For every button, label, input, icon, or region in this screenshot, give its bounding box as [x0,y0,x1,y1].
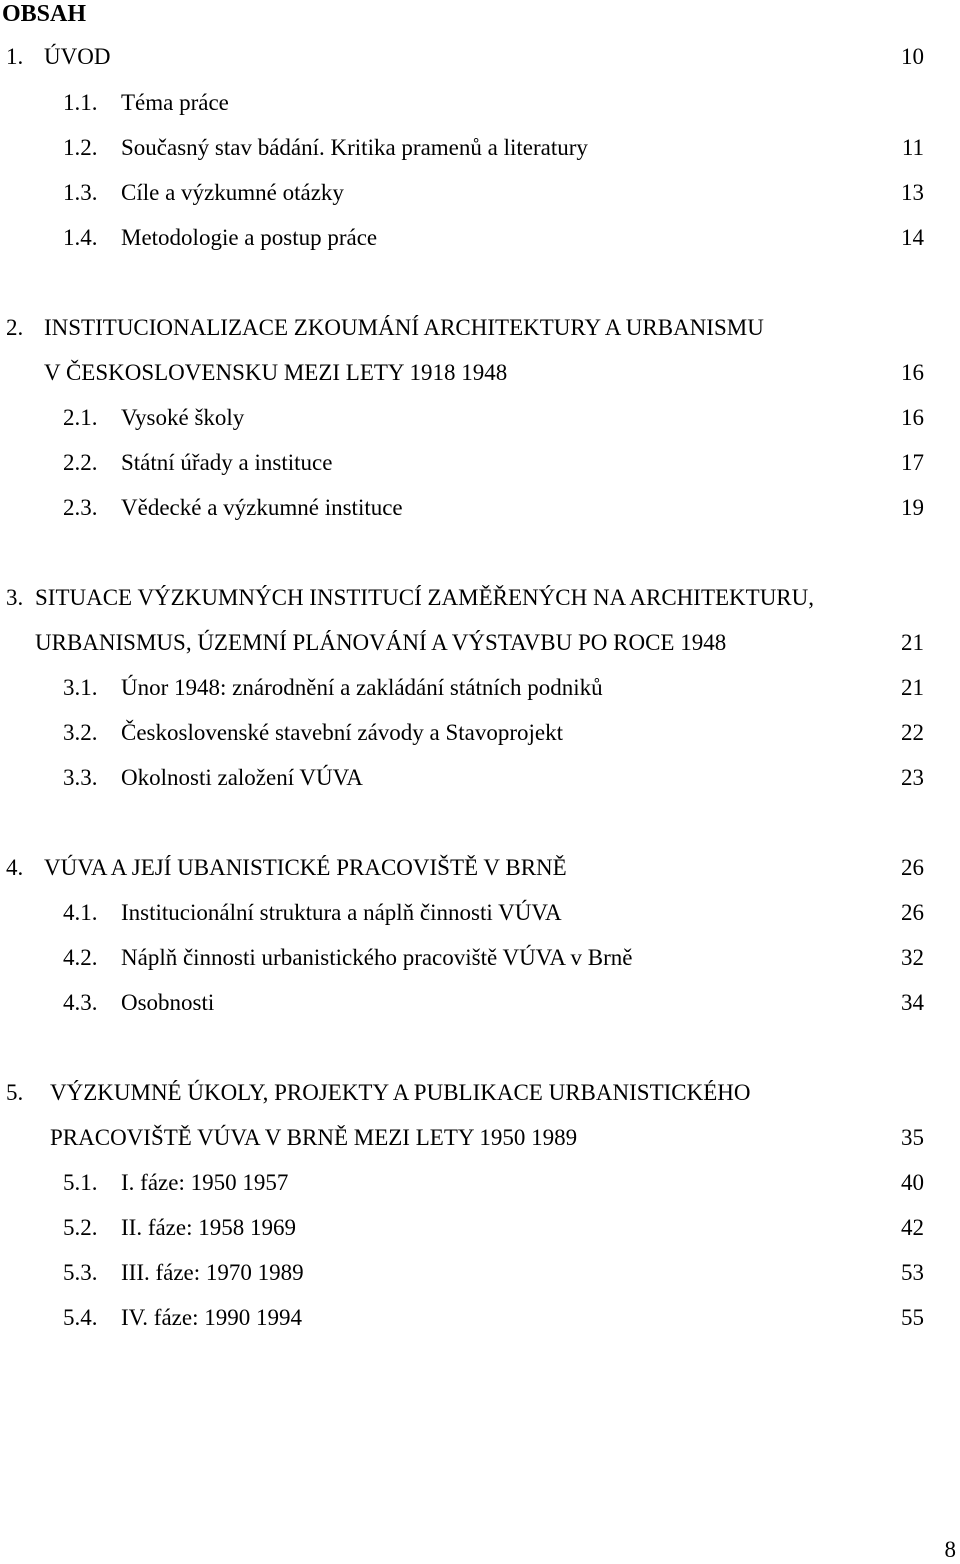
section-page: 53 [901,1260,924,1285]
section-title: Osobnosti [121,990,215,1015]
section-page: 14 [901,225,924,250]
section-title: Československé stavební závody a Stavoprojekt [121,720,564,745]
chapter-title-line-2: V ČESKOSLOVENSKU MEZI LETY 1918 1948 [44,360,508,385]
section-title: Únor 1948: znárodnění a zakládání státních podniků [121,675,603,700]
section-number: 1.4. [63,225,98,250]
section-number: 3.2. [63,720,98,745]
section-number: 4.1. [63,900,98,925]
page-number: 8 [944,1537,956,1562]
section-title: Téma práce [121,90,229,115]
section-title: Okolnosti založení VÚVA [121,765,363,790]
chapter-title-line-2: PRACOVIŠTĚ VÚVA V BRNĚ MEZI LETY 1950 1989 [50,1125,578,1150]
section-page: 22 [901,720,924,745]
section-title: Vysoké školy [121,405,245,430]
section-number: 3.3. [63,765,98,790]
section-number: 1.3. [63,180,98,205]
chapter-page: 21 [901,630,924,655]
chapter-number: 5. [6,1080,24,1105]
section-title: Současný stav bádání. Kritika pramenů a literatury [121,135,588,160]
section-page: 21 [901,675,924,700]
chapter-page: 10 [901,44,924,69]
section-page: 23 [901,765,924,790]
section-page: 26 [901,900,924,925]
toc-heading: OBSAH [2,1,87,27]
chapter-page: 26 [901,855,924,880]
chapter-page: 35 [901,1125,924,1150]
section-page: 40 [901,1170,924,1195]
section-page: 13 [901,180,924,205]
section-title: IV. fáze: 1990 1994 [121,1305,302,1330]
section-page: 42 [901,1215,924,1240]
section-page: 16 [901,405,924,430]
chapter-number: 1. [6,44,24,69]
section-page: 32 [901,945,924,970]
section-number: 5.3. [63,1260,98,1285]
section-title: Cíle a výzkumné otázky [121,180,344,205]
section-number: 2.1. [63,405,98,430]
section-number: 1.1. [63,90,98,115]
section-title: Metodologie a postup práce [121,225,378,250]
section-number: 5.4. [63,1305,98,1330]
chapter-number: 2. [6,315,24,340]
section-page: 11 [901,135,924,160]
section-title: Náplň činnosti urbanistického pracoviště VÚVA v Brně [121,945,633,970]
section-number: 2.2. [63,450,98,475]
section-title: Vědecké a výzkumné instituce [121,495,403,520]
chapter-number: 3. [6,585,24,610]
section-number: 2.3. [63,495,98,520]
chapter-title-line-2: URBANISMUS, ÚZEMNÍ PLÁNOVÁNÍ A VÝSTAVBU PO ROCE 1948 [35,630,727,655]
section-page: 34 [901,990,924,1015]
chapter-page: 16 [901,360,924,385]
chapter-title: VÚVA A JEJÍ UBANISTICKÉ PRACOVIŠTĚ V BRNĚ [44,855,567,880]
section-page: 19 [901,495,924,520]
section-number: 4.2. [63,945,98,970]
chapter-title: ÚVOD [44,44,111,69]
section-page: 17 [901,450,924,475]
section-title: Institucionální struktura a náplň činnosti VÚVA [121,900,562,925]
chapter-title-line-1: INSTITUCIONALIZACE ZKOUMÁNÍ ARCHITEKTURY A URBANISMU [44,315,764,340]
section-number: 5.2. [63,1215,98,1240]
section-number: 1.2. [63,135,98,160]
section-title: III. fáze: 1970 1989 [121,1260,304,1285]
section-number: 4.3. [63,990,98,1015]
chapter-title-line-1: SITUACE VÝZKUMNÝCH INSTITUCÍ ZAMĚŘENÝCH NA ARCHITEKTURU, [35,585,815,610]
section-title: II. fáze: 1958 1969 [121,1215,296,1240]
section-title: Státní úřady a instituce [121,450,333,475]
section-number: 5.1. [63,1170,98,1195]
section-title: I. fáze: 1950 1957 [121,1170,289,1195]
chapter-number: 4. [6,855,24,880]
section-page: 55 [901,1305,924,1330]
chapter-title-line-1: VÝZKUMNÉ ÚKOLY, PROJEKTY A PUBLIKACE URBANISTICKÉHO [50,1080,751,1105]
section-number: 3.1. [63,675,98,700]
